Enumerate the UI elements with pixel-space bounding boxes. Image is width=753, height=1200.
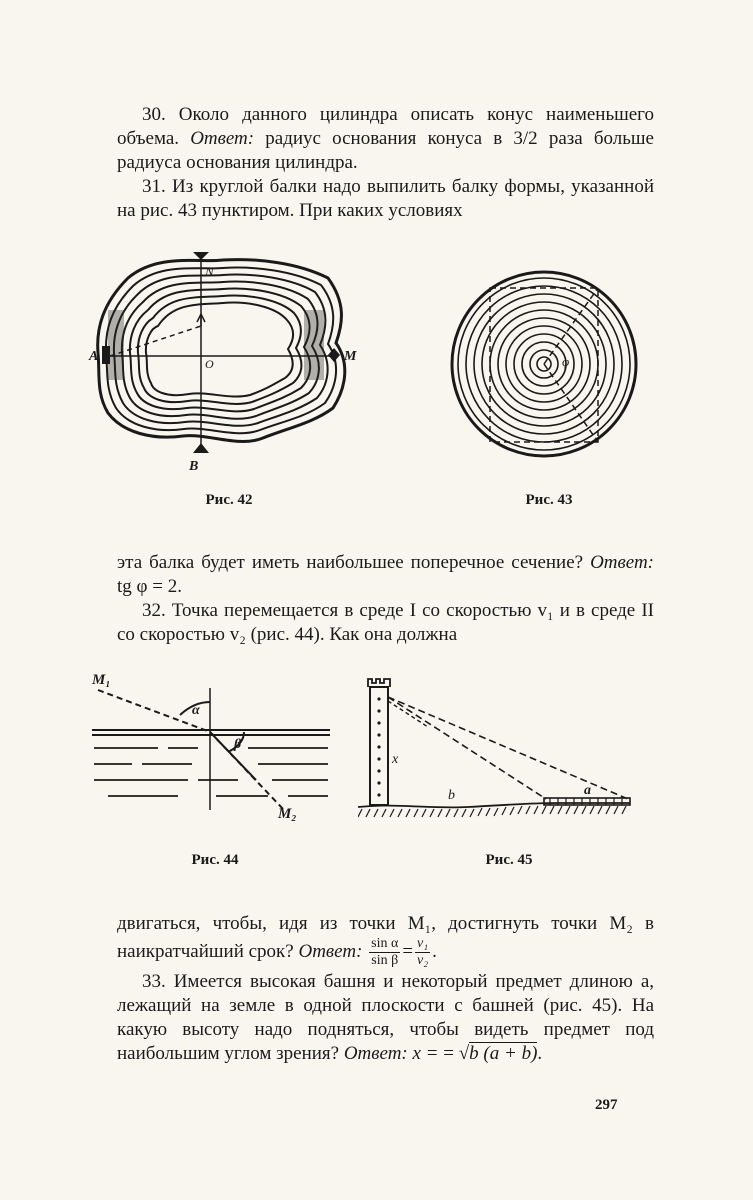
fig44-label-M2: M₂: [278, 806, 297, 822]
fig43-caption: Рис. 43: [525, 492, 573, 508]
problem-31-text-end: эта балка будет иметь наибольшее поперечное сечение?: [117, 552, 584, 573]
fraction-v-denominator: v₂: [417, 953, 429, 968]
answer-end: .: [537, 1043, 543, 1064]
problem-30-answer: радиус основания конуса в 3/2 раза больше радиуса основания цилиндра.: [117, 128, 654, 173]
problem-31-end: [117, 551, 654, 599]
problem-30-text: 30. Около данного цилиндра описать конус наименьшего объема.: [117, 104, 654, 149]
fraction-sin-denominator: sin β: [371, 953, 399, 968]
fig42-label-M: M: [344, 349, 357, 364]
problem-33: [117, 970, 654, 1066]
answer-label: Ответ:: [590, 552, 654, 573]
fig42-caption: Рис. 42: [205, 492, 253, 508]
figure-43: [448, 266, 648, 466]
sqrt-argument: b (a + b): [469, 1043, 538, 1064]
problem-31-start: 31. Из круглой балки надо выпилить балку формы, указанной на рис. 43 пунктиром. При каких условиях: [117, 176, 654, 221]
problem-32-end: [117, 912, 654, 969]
fig42-label-A: A: [89, 349, 99, 364]
equals-sign: =: [402, 940, 414, 962]
figure-45: [358, 675, 638, 825]
fig44-label-beta: β: [234, 737, 242, 752]
fig45-caption: Рис. 45: [485, 852, 533, 868]
answer-rhs-prefix: = √: [443, 1043, 470, 1064]
fig43-label-phi: φ: [562, 354, 570, 369]
figure-42: [88, 248, 358, 478]
problem-32-text-end: двигаться, чтобы, идя из точки M₁, достигнуть точки M₂ в наикратчайший срок?: [117, 913, 654, 962]
fig44-label-M1: M₁: [92, 672, 111, 688]
problem-32-start: 32. Точка перемещается в среде I со скоростью v₁ и в среде II со скоростью v₂ (рис. 44). Как она должна: [117, 600, 654, 645]
fig45-label-a: a: [584, 783, 591, 798]
answer-lhs: x =: [412, 1043, 439, 1064]
problem-31-answer: tg φ = 2.: [117, 576, 182, 597]
problem-33-text: 33. Имеется высокая башня и некоторый предмет длиною a, лежащий на земле в одной плоскости с башней (рис. 45). На какую высоту надо подняться, чтобы видеть предмет под наибольшим углом зрения?: [117, 971, 654, 1064]
page-number: 297: [595, 1097, 618, 1113]
fraction-sin-numerator: sin α: [371, 936, 399, 951]
answer-label: Ответ:: [190, 128, 255, 149]
answer-label: Ответ:: [343, 1043, 408, 1064]
answer-label: Ответ:: [298, 940, 363, 962]
fig42-label-B: B: [189, 459, 199, 474]
fig44-label-alpha: α: [192, 703, 200, 718]
fig45-label-x: x: [392, 752, 399, 767]
period: .: [432, 940, 437, 962]
fraction-sin: [369, 936, 400, 969]
fraction-v: [415, 936, 430, 969]
fig44-caption: Рис. 44: [191, 852, 239, 868]
problem-30: [117, 103, 654, 175]
fig42-label-O: O: [205, 357, 214, 371]
fig45-label-b: b: [448, 788, 455, 803]
fig42-label-N: N: [205, 264, 214, 279]
figure-44: [88, 668, 338, 828]
fraction-v-numerator: v₁: [417, 936, 429, 951]
